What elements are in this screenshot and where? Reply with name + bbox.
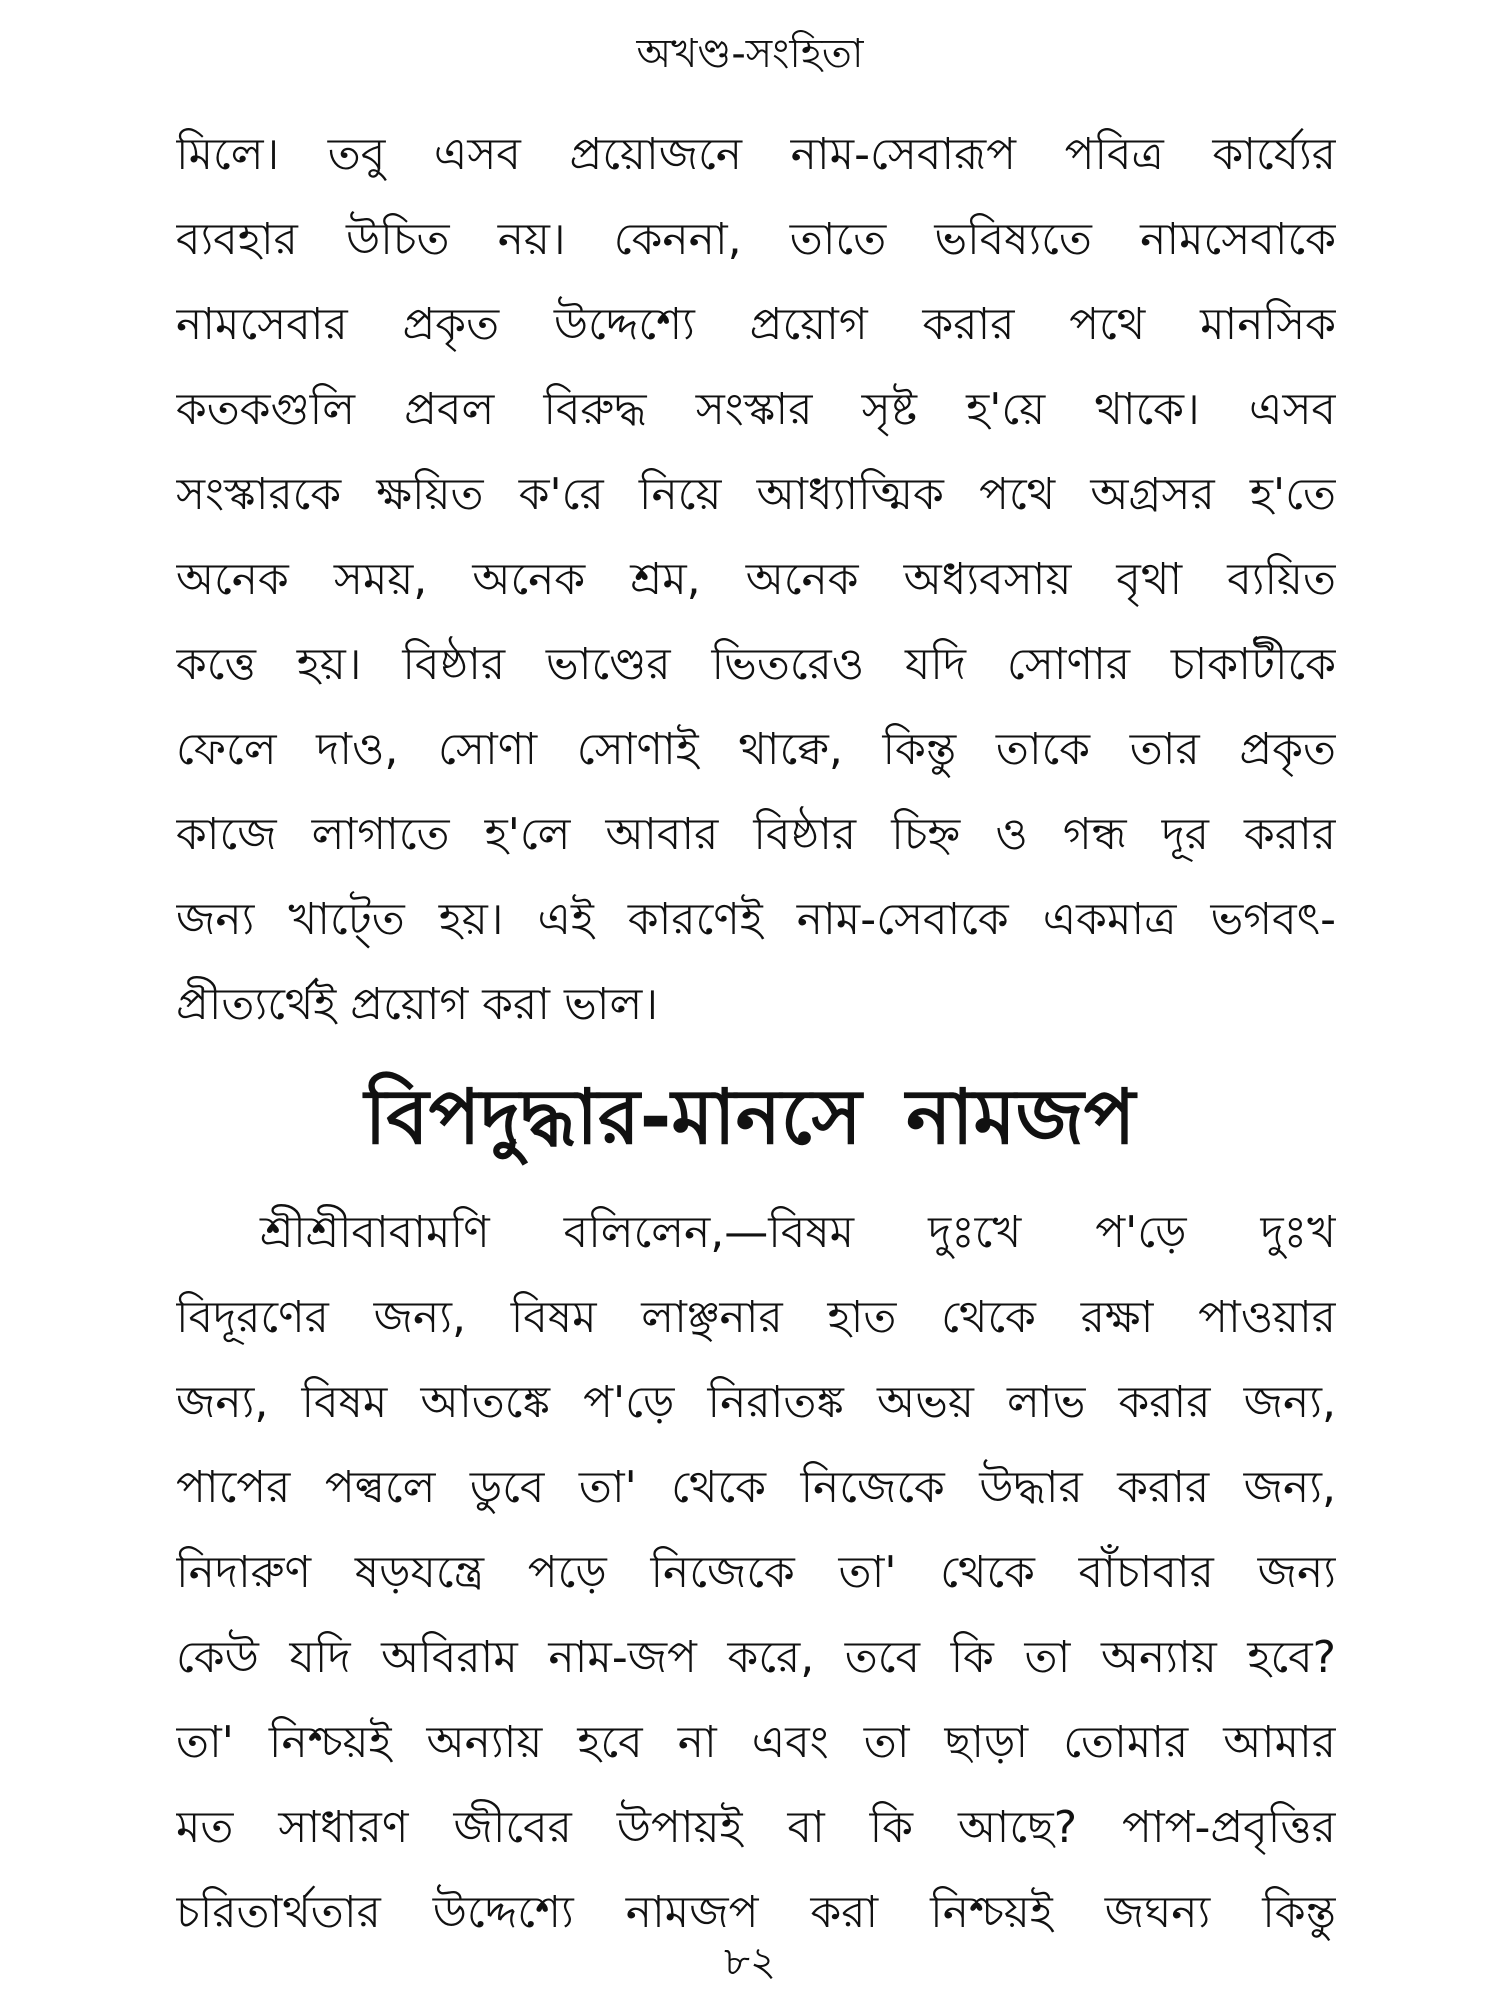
paragraph-2 — [176, 1190, 1336, 1955]
text-line: ব্যবহার উচিত নয়। কেননা, তাতে ভবিষ্যতে নামসেবাকে — [176, 214, 1336, 265]
text-line: সংস্কারকে ক্ষয়িত ক'রে নিয়ে আধ্যাত্মিক পথে অগ্রসর হ'তে — [176, 469, 1336, 520]
text-line: জন্য, বিষম আতঙ্কে প'ড়ে নিরাতঙ্ক অভয় লাভ করার জন্য, — [176, 1377, 1336, 1428]
text-line: মত সাধারণ জীবের উপায়ই বা কি আছে? পাপ-প্রবৃত্তির — [176, 1802, 1336, 1853]
text-line: জন্য খাট্তে হয়। এই কারণেই নাম-সেবাকে একমাত্র ভগবৎ- — [176, 894, 1336, 945]
text-line: চরিতার্থতার উদ্দেশ্যে নামজপ করা নিশ্চয়ই জঘন্য কিন্তু — [176, 1887, 1336, 1938]
text-line: বিদূরণের জন্য, বিষম লাঞ্ছনার হাত থেকে রক্ষা পাওয়ার — [176, 1292, 1336, 1343]
text-line: কতকগুলি প্রবল বিরুদ্ধ সংস্কার সৃষ্ট হ'য়ে থাকে। এসব — [176, 384, 1336, 435]
running-head: অখণ্ড-সংহিতা — [636, 31, 864, 77]
text-line: নিদারুণ ষড়যন্ত্রে পড়ে নিজেকে তা' থেকে বাঁচাবার জন্য — [176, 1547, 1336, 1598]
text-line: তা' নিশ্চয়ই অন্যায় হবে না এবং তা ছাড়া তোমার আমার — [176, 1717, 1336, 1768]
text-line: অনেক সময়, অনেক শ্রম, অনেক অধ্যবসায় বৃথা ব্যয়িত — [176, 554, 1336, 605]
section-heading: বিপদুদ্ধার-মানসে নামজপ — [364, 1072, 1136, 1161]
text-line: পাপের পল্বলে ডুবে তা' থেকে নিজেকে উদ্ধার করার জন্য, — [176, 1462, 1336, 1513]
text-line: শ্রীশ্রীবাবামণি বলিলেন,—বিষম দুঃখে প'ড়ে দুঃখ — [260, 1207, 1336, 1258]
paragraph-1 — [176, 112, 1336, 1047]
text-line: প্রীত্যর্থেই প্রয়োগ করা ভাল। — [176, 979, 659, 1030]
text-line: নামসেবার প্রকৃত উদ্দেশ্যে প্রয়োগ করার পথে মানসিক — [176, 299, 1336, 350]
text-line: ফেলে দাও, সোণা সোণাই থাক্বে, কিন্তু তাকে তার প্রকৃত — [176, 724, 1336, 775]
text-line: কেউ যদি অবিরাম নাম-জপ করে, তবে কি তা অন্যায় হবে? — [176, 1632, 1336, 1683]
text-line: কাজে লাগাতে হ'লে আবার বিষ্ঠার চিহ্ন ও গন্ধ দূর করার — [176, 809, 1336, 860]
text-line: মিলে। তবু এসব প্রয়োজনে নাম-সেবারূপ পবিত্র কার্য্যের — [176, 129, 1336, 180]
text-line: কত্তে হয়। বিষ্ঠার ভাণ্ডের ভিতরেও যদি সোণার চাকাটীকে — [176, 639, 1336, 690]
page-number: ৮২ — [724, 1939, 776, 1985]
